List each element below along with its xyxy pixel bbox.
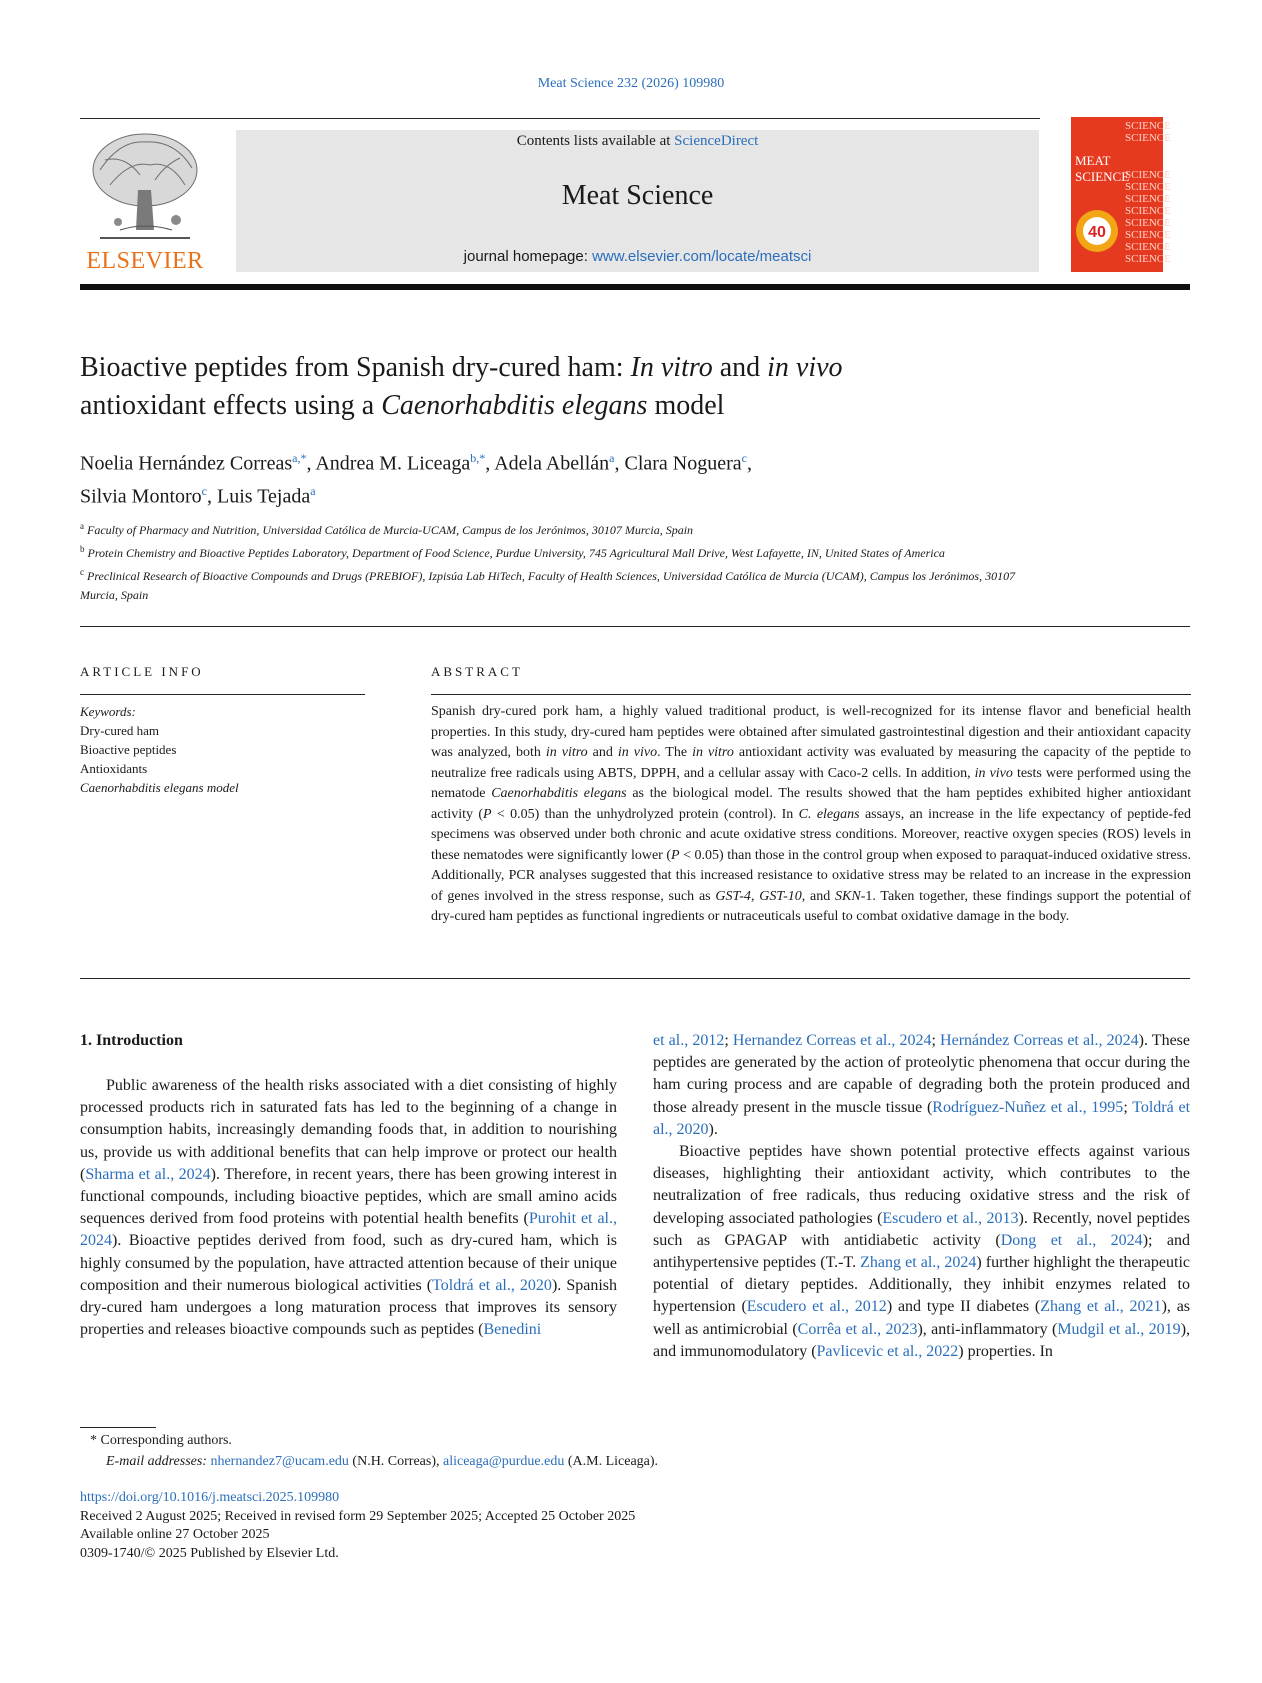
cover-word: SCIENCE [1125, 217, 1171, 229]
citation-link[interactable]: Corrêa et al., 2023 [797, 1320, 918, 1338]
keywords-block [80, 702, 365, 797]
cover-word: SCIENCE [1125, 241, 1171, 253]
cover-word: SCIENCE [1125, 169, 1171, 181]
citation-link[interactable]: Toldrá et al., 2020 [653, 1098, 1191, 1138]
citation-link[interactable]: Purohit et al., 2024 [80, 1210, 618, 1250]
affiliation-item [80, 563, 1040, 605]
author-affiliation-mark[interactable]: b,* [470, 451, 486, 465]
author-affiliation-mark[interactable]: c [201, 483, 207, 498]
citation-link[interactable]: Sharma et al., 2024 [85, 1165, 211, 1183]
introduction-heading: 1. Introduction [80, 1032, 183, 1049]
title-italic: Caenorhabditis elegans [381, 390, 648, 421]
author-affiliation-mark[interactable]: a [609, 451, 615, 465]
anniversary-badge-icon [1075, 209, 1119, 253]
received-dates: Received 2 August 2025; Received in revised form 29 September 2025; Accepted 25 October 2025 [80, 1508, 636, 1524]
article-info-heading: ARTICLE INFO [80, 664, 204, 679]
affiliation-mark: a [80, 521, 84, 531]
elsevier-wordmark: ELSEVIER [86, 248, 204, 274]
footnote-rule [80, 1427, 156, 1428]
title-text: antioxidant effects using a [80, 390, 382, 421]
citation-link[interactable]: Mudgil et al., 2019 [1057, 1320, 1181, 1338]
elsevier-logo[interactable] [80, 130, 210, 275]
author-separator: , [746, 452, 752, 475]
intro-paragraph: Public awareness of the health risks associated with a diet consisting of highly processed products rich in saturated fats has led to the beginning of a change in consumption habits, increasingly demanding foods that, in addition to nourishing us, provide us with additional benefits that can help improve or protect our health (Sharma et al., 2024). Therefore, in recent years, there has been growing interest in functional compounds, including bioactive peptides, which are small amino acids sequences derived from food proteins with potential health benefits (Purohit et al., 2024). Bioactive peptides derived from food, such as dry-cured ham, which is highly consumed by the population, have attracted attention because of their unique composition and their numerous biological activities (Toldrá et al., 2020). Spanish dry-cured ham undergoes a long maturation process that improves its sensory properties and releases bioactive compounds such as peptides (Benedini [80, 1077, 618, 1339]
cover-title: MEAT SCIENCE [1075, 153, 1130, 184]
author-name[interactable]: Adela Abellán [494, 452, 610, 475]
citation-link[interactable]: Escudero et al., 2013 [882, 1209, 1019, 1227]
header-thick-rule [80, 284, 1190, 290]
keyword-item: Bioactive peptides [80, 742, 177, 757]
keyword-item: Antioxidants [80, 761, 148, 776]
title-italic: in vivo [767, 352, 843, 383]
title-italic: In vitro [630, 352, 713, 383]
cover-word: SCIENCE [1125, 181, 1171, 193]
keywords-label: Keywords: [80, 704, 136, 719]
abstract-end-rule [80, 978, 1190, 979]
email-link[interactable]: aliceaga@purdue.edu [443, 1454, 565, 1469]
abstract-text: Spanish dry-cured pork ham, a highly valued traditional product, is well-recognized for its intense flavor and beneficial health properties. In this study, dry-cured ham peptides were obtained after simulated gastrointestinal digestion and their antioxidant capacity was analyzed, both in vitro and in vivo. The in vitro antioxidant activity was evaluated by measuring the capacity of the peptide to neutralize free radicals using ABTS, DPPH, and a cellular assay with Caco-2 cells. In addition, in vivo tests were performed using the nematode Caenorhabditis elegans as the biological model. The results showed that the ham peptides exhibited higher antioxidant activity (P < 0.05) than the unhydrolyzed protein (control). In C. elegans assays, an increase in the life expectancy of peptide-fed specimens was observed under both chronic and acute oxidative stress conditions. Moreover, reactive oxygen species (ROS) levels in these nematodes were significantly lower (P < 0.05) than those in the control group when exposed to paraquat-induced oxidative stress. Additionally, PCR analyses suggested that this increased resistance to oxidative stress may be related to an increase in the expression of genes involved in the stress response, such as GST-4, GST-10, and SKN-1. Taken together, these findings support the potential of dry-cured ham peptides as functional ingredients or nutraceuticals useful to combat oxidative damage in the body. [431, 704, 1192, 924]
email-link[interactable]: nhernandez7@ucam.edu [210, 1454, 349, 1469]
author-separator: , [485, 452, 495, 475]
email-label: E-mail addresses: [106, 1454, 211, 1469]
affiliation-item [80, 540, 1040, 563]
affiliation-text: Faculty of Pharmacy and Nutrition, Universidad Católica de Murcia-UCAM, Campus de los Jerónimos, 30107 Murcia, Spain [87, 523, 694, 537]
contents-line [236, 133, 1039, 150]
header-rule [80, 118, 1040, 119]
citation-link[interactable]: Zhang et al., 2021 [1040, 1298, 1162, 1316]
email-line [80, 1451, 1080, 1472]
anniversary-badge-number: 40 [1088, 224, 1106, 241]
contents-prefix: Contents lists available at [516, 133, 675, 149]
tree-logo-icon [80, 130, 210, 245]
affiliation-list [80, 517, 1040, 605]
intro-paragraph: Bioactive peptides have shown potential protective effects against various diseases, highlighting their antioxidant activity, which contributes to the neutralization of free radicals, thus reducing oxidative stress and the risk of developing associated pathologies (Escudero et al., 2013). Recently, novel peptides such as GPAGAP with antidiabetic activity (Dong et al., 2024); and antihypertensive peptides (T.-T. Zhang et al., 2024) further highlight the therapeutic potential of dietary peptides. Additionally, they inhibit enzymes related to hypertension (Escudero et al., 2012) and type II diabetes (Zhang et al., 2021), as well as antimicrobial (Corrêa et al., 2023), anti-inflammatory (Mudgil et al., 2019), and immunomodulatory (Pavlicevic et al., 2022) properties. In [653, 1143, 1191, 1360]
publication-info [80, 1489, 1080, 1563]
citation-link[interactable]: Zhang et al., 2024 [860, 1254, 977, 1272]
author-name[interactable]: Luis Tejada [217, 485, 311, 508]
cover-word: SCIENCE [1125, 253, 1171, 265]
affiliation-mark: b [80, 544, 85, 554]
body-column-left [80, 1075, 617, 1341]
author-name[interactable]: Silvia Montoro [80, 485, 202, 508]
online-date: Available online 27 October 2025 [80, 1527, 270, 1542]
email-owner: (N.H. Correas), [348, 1454, 444, 1469]
journal-cover-thumbnail[interactable] [1071, 117, 1171, 272]
citation-link[interactable]: Hernández Correas et al., 2024 [940, 1032, 1139, 1049]
cover-word: SCIENCE [1125, 205, 1171, 217]
section-rule [80, 626, 1190, 627]
journal-name: Meat Science [561, 180, 714, 211]
journal-banner [236, 130, 1039, 272]
journal-reference-link[interactable]: Meat Science 232 (2026) 109980 [537, 76, 725, 91]
sciencedirect-link[interactable]: ScienceDirect [674, 133, 759, 149]
affiliation-text: Preclinical Research of Bioactive Compounds and Drugs (PREBIOF), Izpisúa Lab HiTech, Faculty of Health Sciences, Universidad Católica de Murcia (UCAM), Campus los Jerónimos, 30107 Murcia, Spain [80, 569, 1016, 602]
body-column-right [653, 1030, 1190, 1363]
citation-link[interactable]: Hernandez Correas et al., 2024 [732, 1032, 932, 1049]
keyword-item: Caenorhabditis elegans model [80, 780, 239, 795]
title-text: Bioactive peptides from Spanish dry-cured ham: [80, 352, 631, 383]
homepage-line [236, 248, 1039, 265]
homepage-prefix: journal homepage: [463, 248, 593, 265]
citation-link[interactable]: Toldrá et al., 2020 [432, 1276, 552, 1294]
author-affiliation-mark[interactable]: a,* [292, 451, 307, 465]
title-text: model [647, 390, 725, 421]
citation-link[interactable]: Dong et al., 2024 [1000, 1231, 1143, 1249]
homepage-link[interactable]: www.elsevier.com/locate/meatsci [592, 248, 812, 265]
intro-paragraph-continued: et al., 2012; Hernandez Correas et al., 2024; Hernández Correas et al., 2024). These peptides are generated by the action of proteolytic phenomena that occur during the ham curing process and are capable of degrading both the protein produced and those already present in the muscle tissue (Rodríguez-Nuñez et al., 1995; Toldrá et al., 2020). [653, 1032, 1191, 1138]
author-separator: , [306, 452, 316, 475]
cover-word: SCIENCE [1125, 193, 1171, 205]
author-list [80, 445, 1180, 510]
article-title [80, 349, 1180, 425]
cover-word: SCIENCE [1125, 229, 1171, 241]
author-affiliation-mark[interactable]: a [310, 483, 316, 498]
abstract-heading: ABSTRACT [431, 664, 523, 679]
citation-link[interactable]: Pavlicevic et al., 2022 [816, 1342, 959, 1360]
corresponding-author-footnote [80, 1430, 1080, 1472]
citation-link[interactable]: et al., 2012 [653, 1032, 725, 1049]
citation-link[interactable]: Escudero et al., 2012 [746, 1298, 887, 1316]
corresponding-label: * Corresponding authors. [90, 1433, 232, 1448]
abstract-rule [431, 694, 1191, 695]
title-text: and [712, 352, 768, 383]
author-name[interactable]: Noelia Hernández Correas [80, 452, 293, 475]
affiliation-item [80, 517, 1040, 540]
author-separator: , [207, 485, 217, 508]
affiliation-text: Protein Chemistry and Bioactive Peptides Laboratory, Department of Food Science, Purdue University, 745 Agricultural Mall Drive, West Lafayette, IN, United States of America [87, 546, 945, 560]
doi-link[interactable]: https://doi.org/10.1016/j.meatsci.2025.109980 [80, 1490, 340, 1505]
author-name[interactable]: Clara Noguera [624, 452, 742, 475]
citation-link[interactable]: Benedini [483, 1321, 542, 1339]
article-info-rule [80, 694, 365, 695]
author-name[interactable]: Andrea M. Liceaga [315, 452, 471, 475]
author-separator: , [614, 452, 625, 475]
cover-word: SCIENCE [1125, 120, 1171, 132]
affiliation-mark: c [80, 567, 84, 577]
keyword-item: Dry-cured ham [80, 723, 160, 738]
cover-word: SCIENCE [1125, 132, 1171, 144]
author-affiliation-mark[interactable]: c [741, 451, 747, 465]
email-owner: (A.M. Liceaga). [564, 1454, 659, 1469]
copyright-line: 0309-1740/© 2025 Published by Elsevier Ltd. [80, 1545, 339, 1561]
citation-link[interactable]: Rodríguez-Nuñez et al., 1995 [932, 1098, 1124, 1116]
